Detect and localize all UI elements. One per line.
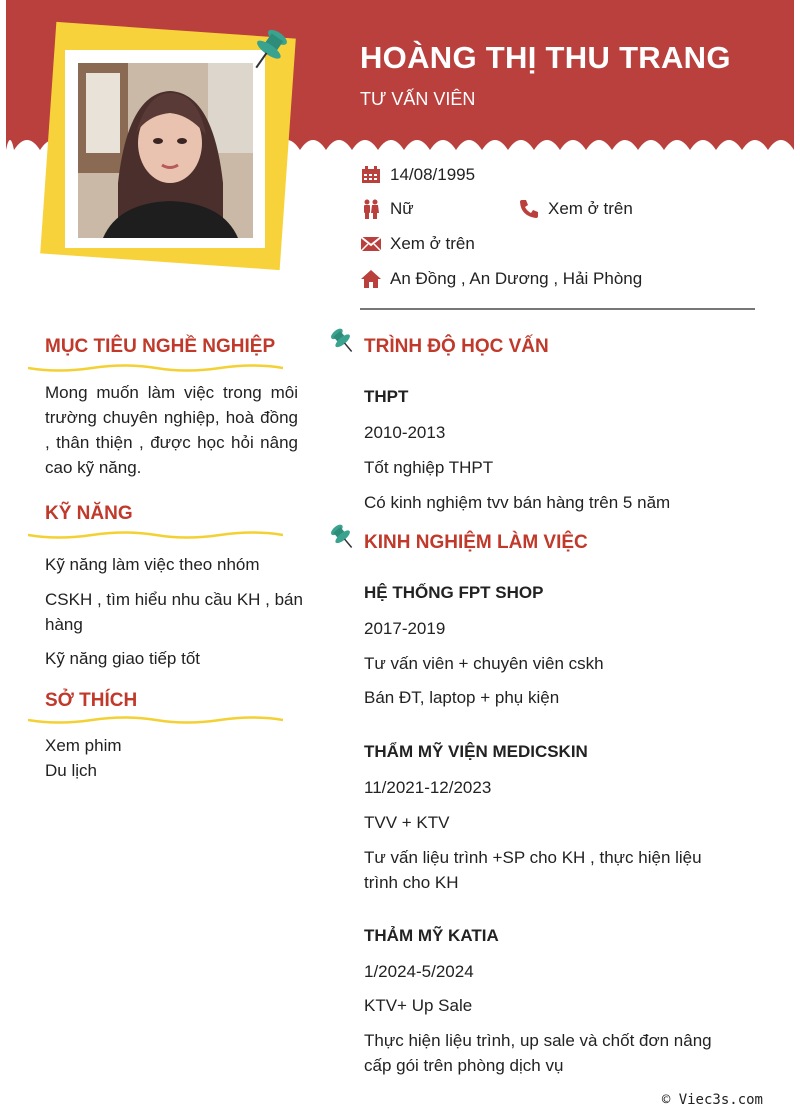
birthday-value: 14/08/1995 [390,165,476,184]
gender-row [360,199,414,219]
calendar-icon [360,165,382,185]
pushpin-icon [328,326,356,356]
job-description: Bán ĐT, laptop + phụ kiện [364,688,560,707]
email-row [360,234,475,254]
copyright-footer: © Viec3s.com [661,1092,763,1108]
candidate-name: HOÀNG THỊ THU TRANG [360,40,731,75]
skills-underline [28,529,283,541]
phone-row [518,199,633,219]
objective-title: MỤC TIÊU NGHỀ NGHIỆP [45,336,276,357]
address-row [360,269,642,289]
job-company: THẢM MỸ KATIA [364,926,499,945]
education-school: THPT [364,387,409,406]
education-period: 2010-2013 [364,423,446,442]
job-description: Thực hiện liệu trình, up sale và chốt đơn nâng cấp gói trên phòng dịch vụ [364,1031,712,1075]
hobbies-title: SỞ THÍCH [45,690,138,711]
skills-title: KỸ NĂNG [45,503,133,524]
email-value: Xem ở trên [390,234,475,253]
job-position: Tư vấn viên + chuyên viên cskh [364,654,604,673]
phone-value: Xem ở trên [548,199,633,218]
hobbies-underline [28,714,283,726]
skill-item: Kỹ năng giao tiếp tốt [45,649,201,668]
pushpin-icon [248,26,292,72]
job-company: THẨM MỸ VIỆN MEDICSKIN [364,742,588,761]
job-period: 11/2021-12/2023 [364,778,492,797]
envelope-icon [360,234,382,254]
address-value: An Đồng , An Dương , Hải Phòng [390,269,643,288]
job-period: 1/2024-5/2024 [364,962,474,981]
experience-title: KINH NGHIỆM LÀM VIỆC [364,532,588,553]
job-company: HỆ THỐNG FPT SHOP [364,583,544,602]
hobby-item: Xem phim [45,736,122,755]
education-degree: Tốt nghiệp THPT [364,458,494,477]
job-description: Tư vấn liệu trình +SP cho KH , thực hiện liệu trình cho KH [364,848,702,892]
candidate-role: TƯ VẤN VIÊN [360,89,476,109]
profile-photo [78,63,253,238]
skill-item: CSKH , tìm hiểu nhu cầu KH , bán hàng [45,590,303,634]
education-note: Có kinh nghiệm tvv bán hàng trên 5 năm [364,493,671,512]
objective-text: Mong muốn làm việc trong môi trường chuyên nghiệp, hoà đồng , thân thiện , được học hỏi nâng cao kỹ năng. [45,383,298,477]
gender-icon [360,199,382,219]
objective-underline [28,362,283,374]
birthday-row [360,165,475,185]
job-period: 2017-2019 [364,619,446,638]
pushpin-icon [328,522,356,552]
phone-icon [518,199,540,219]
skill-item: Kỹ năng làm việc theo nhóm [45,555,260,574]
header-divider [360,308,755,310]
education-title: TRÌNH ĐỘ HỌC VẤN [364,336,549,357]
job-position: KTV+ Up Sale [364,996,473,1015]
job-position: TVV + KTV [364,813,450,832]
home-icon [360,269,382,289]
hobby-item: Du lịch [45,761,97,780]
gender-value: Nữ [390,199,414,218]
